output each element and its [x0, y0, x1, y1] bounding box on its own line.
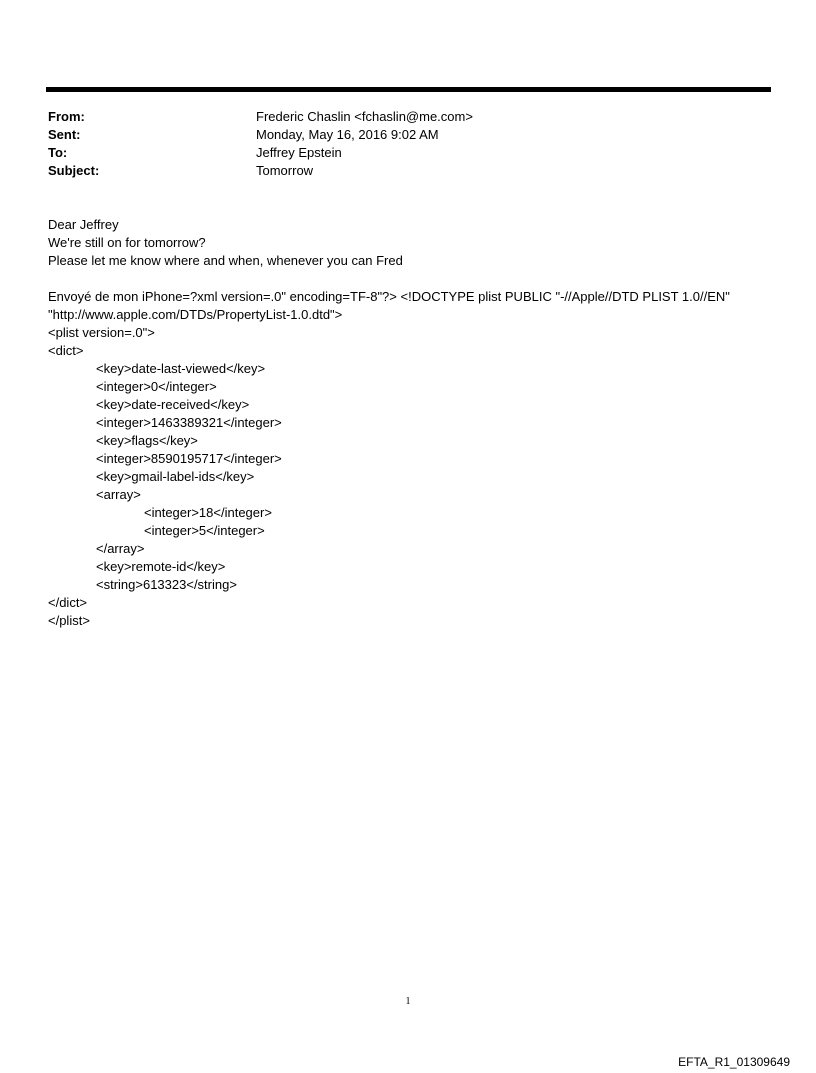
plist-line: <integer>8590195717</integer>	[96, 451, 282, 466]
plist-line: <string>613323</string>	[96, 577, 237, 592]
sent-label: Sent:	[48, 127, 81, 142]
to-row	[48, 144, 748, 162]
plist-line: </dict>	[48, 595, 88, 610]
plist-line: <array>	[96, 487, 141, 502]
plist-line: <plist version=.0">	[48, 325, 155, 340]
from-row	[48, 108, 748, 126]
to-value: Jeffrey Epstein	[256, 145, 342, 160]
plist-line: <integer>1463389321</integer>	[96, 415, 282, 430]
plist-line: <key>date-last-viewed</key>	[96, 361, 266, 376]
greeting: Dear Jeffrey	[48, 217, 119, 232]
subject-row	[48, 162, 748, 180]
sent-value: Monday, May 16, 2016 9:02 AM	[256, 127, 439, 142]
paragraph-gap	[48, 270, 778, 288]
plist-line: <key>date-received</key>	[96, 397, 250, 412]
plist-line: <integer>5</integer>	[144, 523, 265, 538]
plist-line: <integer>0</integer>	[96, 379, 217, 394]
header-divider	[46, 87, 771, 92]
bates-number: EFTA_R1_01309649	[678, 1055, 790, 1069]
from-value: Frederic Chaslin <fchaslin@me.com>	[256, 109, 473, 124]
plist-line: <key>remote-id</key>	[96, 559, 226, 574]
sent-row	[48, 126, 748, 144]
plist-line: </array>	[96, 541, 145, 556]
to-label: To:	[48, 145, 68, 160]
body-line: We're still on for tomorrow?	[48, 235, 206, 250]
plist-line: "http://www.apple.com/DTDs/PropertyList-1.0.dtd">	[48, 307, 343, 322]
email-body	[48, 216, 778, 630]
email-header	[48, 108, 748, 180]
plist-line: <key>gmail-label-ids</key>	[96, 469, 255, 484]
plist-line: Envoyé de mon iPhone=?xml version=.0" encoding=TF-8"?> <!DOCTYPE plist PUBLIC "-//Apple//DTD PLIST 1.0//EN"	[48, 289, 730, 304]
subject-label: Subject:	[48, 163, 100, 178]
plist-line: <key>flags</key>	[96, 433, 198, 448]
from-label: From:	[48, 109, 85, 124]
page-number: 1	[405, 996, 411, 1007]
plist-line: <integer>18</integer>	[144, 505, 272, 520]
plist-line: <dict>	[48, 343, 84, 358]
body-line: Please let me know where and when, whenever you can Fred	[48, 253, 403, 268]
subject-value: Tomorrow	[256, 163, 314, 178]
plist-line: </plist>	[48, 613, 90, 628]
